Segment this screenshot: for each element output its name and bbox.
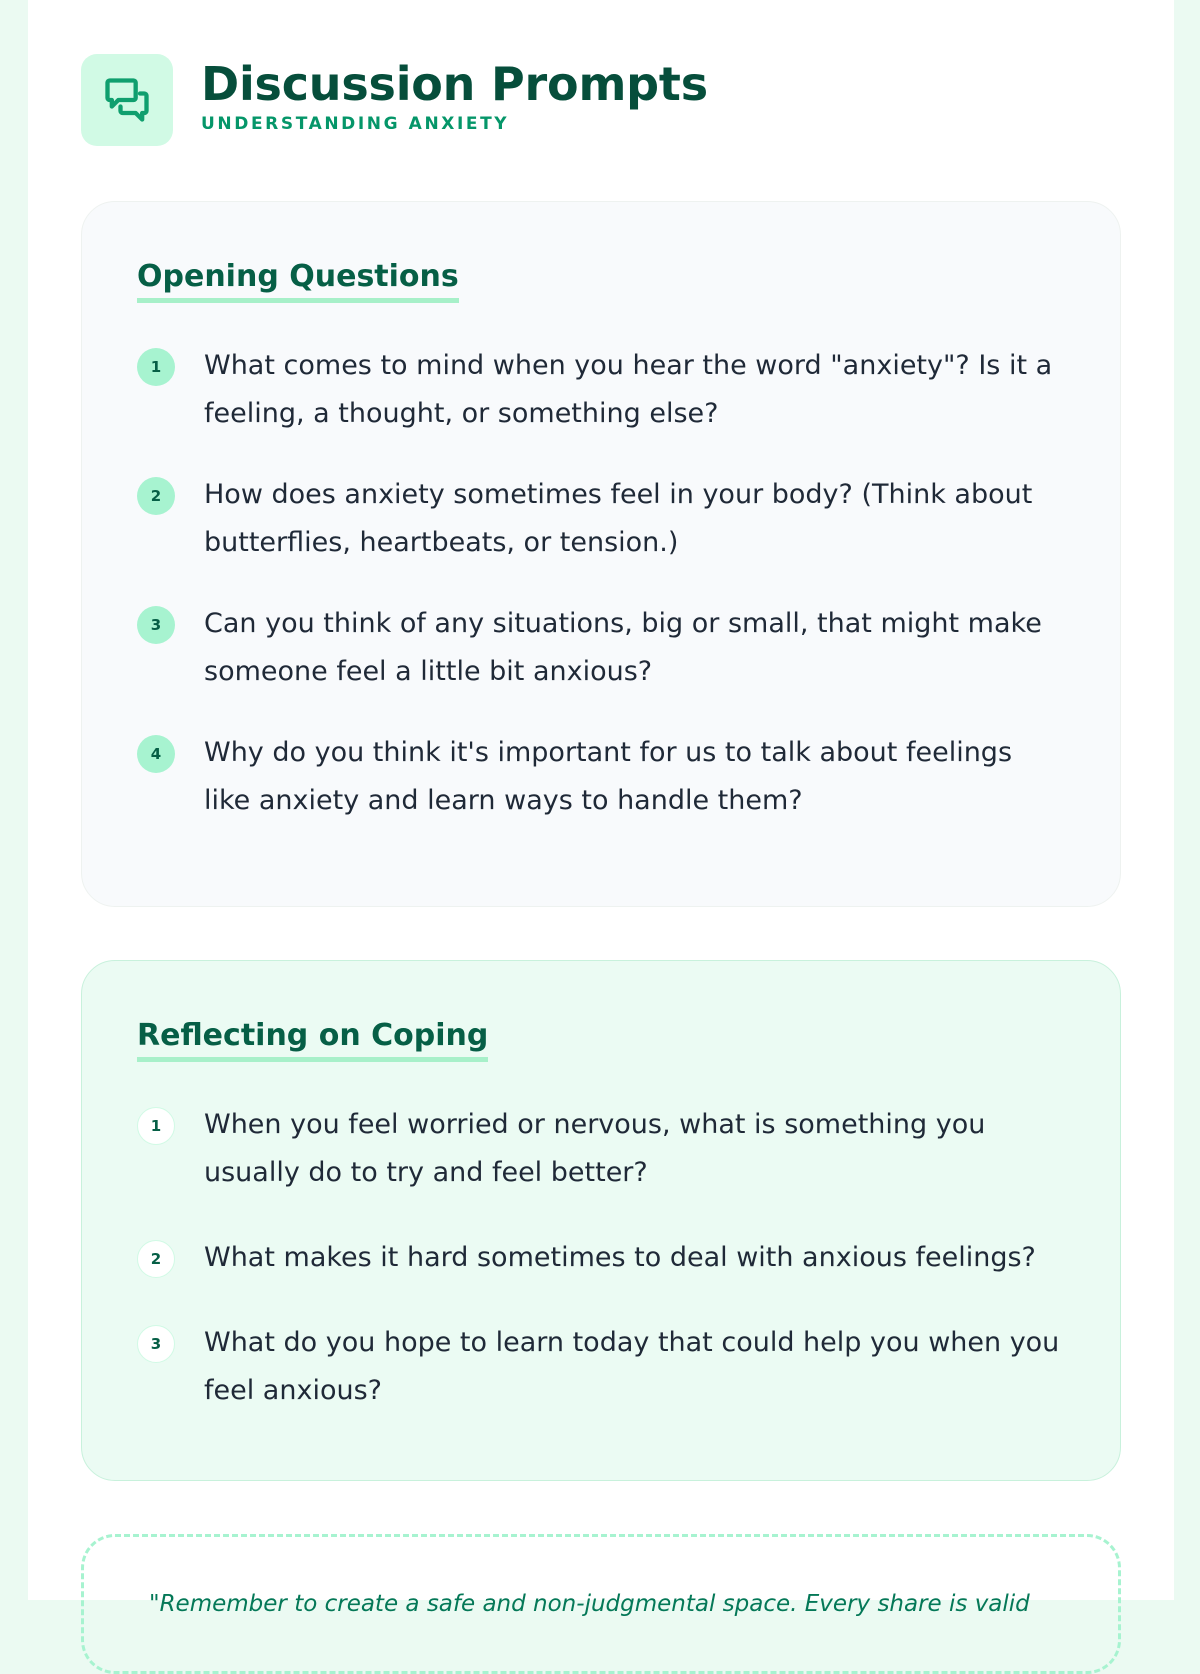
opening-questions-card — [81, 201, 1121, 907]
question-text: What comes to mind when you hear the word "anxiety"? Is it a feeling, a thought, or something else? — [204, 350, 1053, 429]
question-item — [137, 1104, 1065, 1197]
question-item — [137, 345, 1065, 438]
question-text: When you feel worried or nervous, what is something you usually do to try and feel better? — [204, 1109, 986, 1188]
section-title: Reflecting on Coping — [137, 1017, 488, 1062]
question-text: What do you hope to learn today that could help you when you feel anxious? — [204, 1327, 1060, 1406]
section-title: Opening Questions — [137, 258, 459, 303]
question-text: Why do you think it's important for us to talk about feelings like anxiety and learn ways to handle them? — [204, 737, 1013, 816]
question-text: What makes it hard sometimes to deal with anxious feelings? — [204, 1242, 1036, 1273]
question-text: Can you think of any situations, big or small, that might make someone feel a little bit anxious? — [204, 608, 1042, 687]
question-number-badge: 1 — [137, 348, 175, 386]
question-number-badge: 3 — [137, 1325, 175, 1363]
question-item — [137, 732, 1065, 825]
question-list — [137, 345, 1065, 825]
page-header — [81, 54, 708, 146]
header-text — [201, 58, 708, 134]
question-number-badge: 3 — [137, 606, 175, 644]
question-number-badge: 1 — [137, 1107, 175, 1145]
question-item — [137, 1237, 1065, 1282]
question-text: How does anxiety sometimes feel in your body? (Think about butterflies, heartbeats, or tension.) — [204, 479, 1033, 558]
question-item — [137, 603, 1065, 696]
question-number-badge: 2 — [137, 477, 175, 515]
question-item — [137, 1322, 1065, 1415]
chat-bubbles-icon — [81, 54, 173, 146]
facilitator-note — [81, 1534, 1121, 1674]
question-number-badge: 4 — [137, 735, 175, 773]
page-title: Discussion Prompts — [201, 57, 708, 111]
question-list — [137, 1104, 1065, 1415]
page-subtitle: UNDERSTANDING ANXIETY — [201, 114, 510, 134]
question-item — [137, 474, 1065, 567]
page — [28, 0, 1174, 1617]
reflecting-on-coping-card — [81, 960, 1121, 1481]
note-text: "Remember to create a safe and non-judgmental space. Every share is valid — [149, 1591, 1030, 1617]
question-number-badge: 2 — [137, 1240, 175, 1278]
